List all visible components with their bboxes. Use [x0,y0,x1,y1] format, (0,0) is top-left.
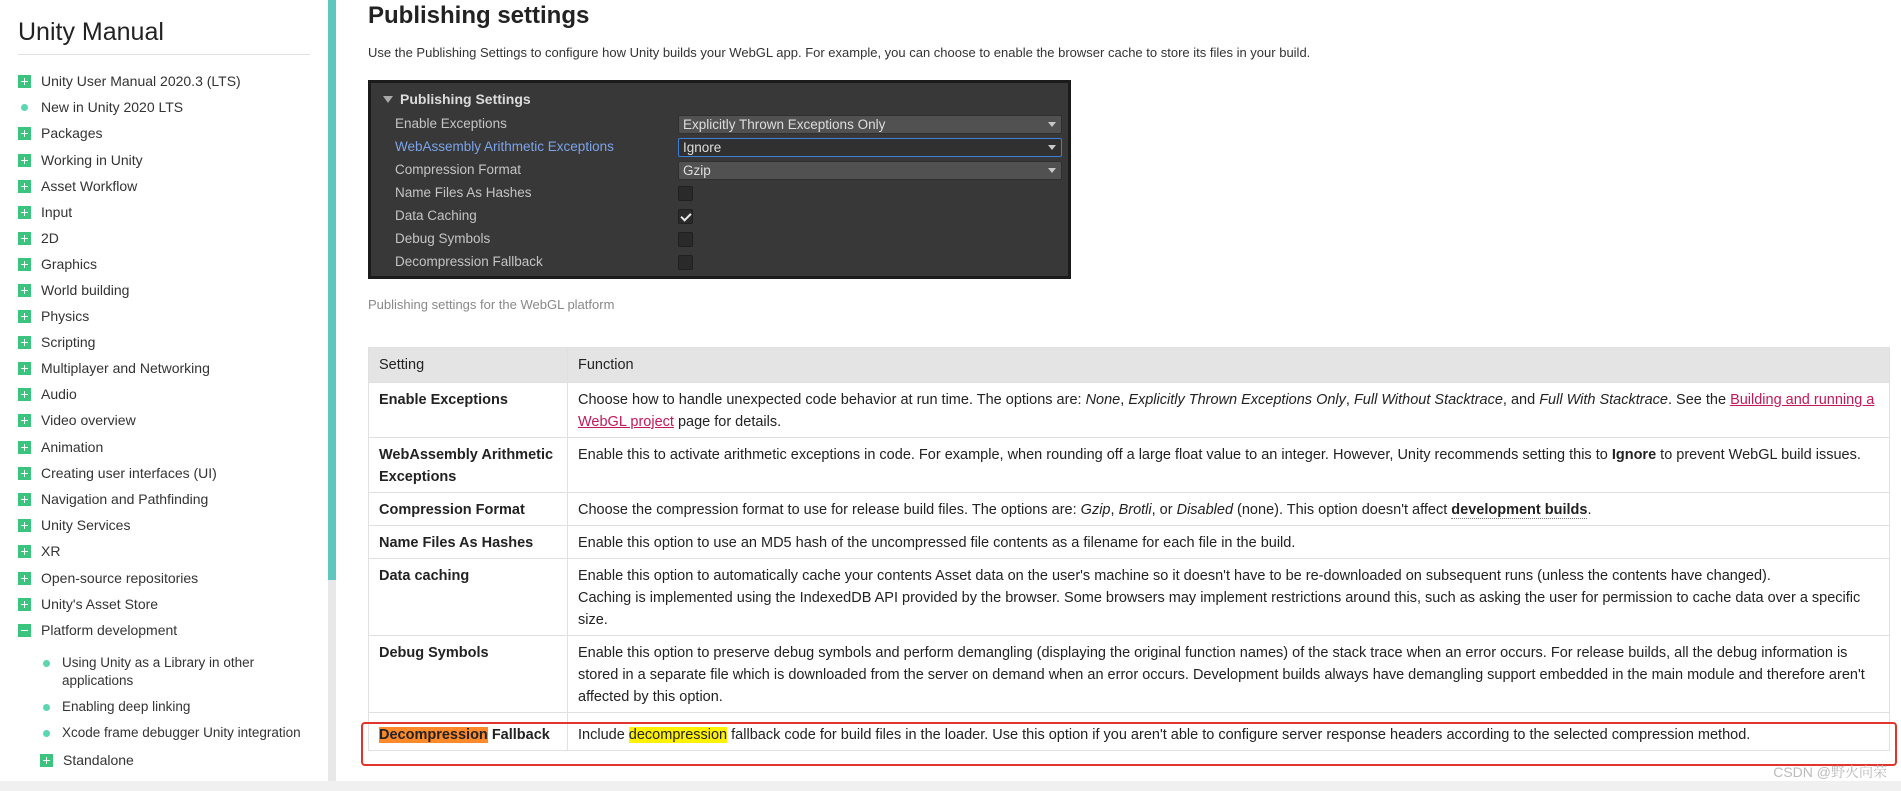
text: . See the [1667,392,1731,408]
plus-icon[interactable] [18,414,31,427]
settings-table [368,347,1890,751]
table-row [369,526,1890,559]
plus-icon[interactable] [18,127,31,140]
sidebar-item-new-in-unity[interactable] [18,97,183,117]
sidebar-item-label: Standalone [63,752,134,768]
page-title: Publishing settings [368,2,590,29]
setting-description: Enable this option to use an MD5 hash of the uncompressed file contents as a filename for each file in the build. [568,526,1890,559]
plus-icon[interactable] [18,258,31,271]
sidebar-item-graphics[interactable] [18,254,97,274]
sidebar-item-label: Multiplayer and Networking [41,360,210,376]
annotation-highlight-box [361,722,1897,766]
option-name: Explicitly Thrown Exceptions Only [1128,392,1346,408]
main-content [368,0,1901,791]
name-files-hashes-checkbox [678,186,693,201]
foldout-triangle-icon [383,96,393,103]
sidebar-item-scripting[interactable] [18,332,95,352]
text: Choose the compression format to use for release build files. The options are: [578,502,1081,518]
sidebar [0,0,328,791]
sidebar-item-label: Video overview [41,412,136,428]
text: Fallback [487,727,550,743]
plus-icon[interactable] [18,467,31,480]
sidebar-item-label: Unity User Manual 2020.3 (LTS) [41,73,241,89]
panel-header-label: Publishing Settings [400,91,531,107]
sidebar-item-standalone[interactable] [40,750,134,770]
plus-icon[interactable] [18,362,31,375]
text: fallback code for build files in the loader. Use this option if you aren't able to configure server response headers according to the selected compression method. [727,727,1751,743]
image-caption: Publishing settings for the WebGL platform [368,297,615,312]
sidebar-item-user-manual[interactable] [18,71,241,91]
horizontal-scrollbar[interactable] [0,781,1901,791]
setting-description [568,383,1890,438]
option-name: None [1085,392,1121,408]
sidebar-item-asset-store[interactable] [18,594,158,614]
sidebar-item-audio[interactable] [18,384,77,404]
sidebar-item-label: Input [41,204,73,220]
sidebar-item-input[interactable] [18,202,72,222]
text: (none). This option doesn't affect [1233,502,1452,518]
plus-icon[interactable] [18,154,31,167]
sidebar-subitem-deep-linking[interactable] [62,698,302,716]
text: page for details. [673,414,782,430]
sidebar-subitem-label: Xcode frame debugger Unity integration [62,725,301,740]
sidebar-item-label: 2D [41,230,59,246]
sidebar-item-label: Animation [41,439,104,455]
plus-icon[interactable] [18,598,31,611]
text: Enable this option to automatically cache your contents Asset data on the user's machine so it doesn't have to be re-downloaded on subsequent runs (unless the contents have changed). [578,568,1771,584]
sidebar-item-video-overview[interactable] [18,410,136,430]
search-highlight: decompression [628,727,728,743]
plus-icon[interactable] [18,493,31,506]
panel-label-decompression-fallback: Decompression Fallback [395,254,543,269]
setting-name: Name Files As Hashes [369,526,568,559]
plus-icon[interactable] [18,310,31,323]
sidebar-item-label: New in Unity 2020 LTS [41,99,184,115]
panel-label-data-caching: Data Caching [395,208,477,223]
table-row [369,493,1890,526]
chevron-down-icon [1048,145,1056,150]
sidebar-item-label: Unity Services [41,517,131,533]
sidebar-item-asset-workflow[interactable] [18,176,137,196]
glossary-term[interactable]: development builds [1451,502,1588,518]
sidebar-item-label: Open-source repositories [41,570,199,586]
plus-icon[interactable] [18,572,31,585]
setting-name: WebAssembly Arithmetic Exceptions [369,438,568,493]
setting-description [568,559,1890,636]
setting-name: Data caching [369,559,568,636]
sidebar-title: Unity Manual [18,18,164,46]
sidebar-item-2d[interactable] [18,228,59,248]
panel-label-enable-exceptions: Enable Exceptions [395,116,507,131]
plus-icon[interactable] [18,75,31,88]
text: Caching is implemented using the IndexedDB API provided by the browser. Some browsers may implement restrictions around this, such as asking the user for permission to cache data over a specific size. [578,590,1861,628]
chevron-down-icon [1048,122,1056,127]
watermark: CSDN @野火向荣 [1773,764,1887,780]
sidebar-item-working-in-unity[interactable] [18,150,143,170]
sidebar-item-label: XR [41,543,61,559]
sidebar-item-platform-development[interactable] [18,620,177,640]
sidebar-item-label: World building [41,282,130,298]
sidebar-subitem-library[interactable] [62,654,262,690]
setting-name: Debug Symbols [369,636,568,713]
plus-icon[interactable] [18,180,31,193]
sidebar-item-open-source[interactable] [18,568,198,588]
option-name: Disabled [1176,502,1234,518]
plus-icon[interactable] [18,519,31,532]
sidebar-item-multiplayer[interactable] [18,358,210,378]
setting-name: Compression Format [369,493,568,526]
setting-name: Enable Exceptions [369,383,568,438]
sidebar-item-label: Scripting [41,334,96,350]
plus-icon[interactable] [18,336,31,349]
dot-icon [43,730,50,737]
sidebar-item-physics[interactable] [18,306,89,326]
text: , [1110,502,1119,518]
text: , or [1151,502,1177,518]
minus-icon[interactable] [18,624,31,637]
wasm-arithmetic-dropdown [678,138,1062,157]
enable-exceptions-dropdown [678,115,1062,134]
sidebar-item-xr[interactable] [18,541,60,561]
sidebar-subitem-label: Using Unity as a Library in other applications [62,655,255,688]
dropdown-value: Ignore [683,140,722,155]
intro-paragraph: Use the Publishing Settings to configure how Unity builds your WebGL app. For example, you can choose to enable the browser cache to store its files in your build. [368,45,1311,60]
panel-header [383,91,531,107]
column-header-function: Function [568,348,1890,383]
option-name: Ignore [1611,447,1657,463]
text: , and [1502,392,1540,408]
search-highlight: Decompression [379,727,488,743]
plus-icon[interactable] [18,545,31,558]
plus-icon[interactable] [18,206,31,219]
dot-icon [43,704,50,711]
sidebar-item-label: Platform development [41,622,178,638]
text: to prevent WebGL build issues. [1656,447,1861,463]
option-name: Full Without Stacktrace [1353,392,1503,408]
plus-icon[interactable] [18,232,31,245]
text: , [1120,392,1129,408]
sidebar-item-unity-services[interactable] [18,515,130,535]
debug-symbols-checkbox [678,232,693,247]
setting-description [568,493,1890,526]
sidebar-item-label: Navigation and Pathfinding [41,491,209,507]
publishing-settings-screenshot [368,80,1071,279]
panel-label-wasm-arithmetic: WebAssembly Arithmetic Exceptions [395,139,614,154]
sidebar-item-navigation[interactable] [18,489,208,509]
text: Enable this to activate arithmetic exceptions in code. For example, when rounding off a large float value to an integer. However, Unity recommends setting this to [578,447,1612,463]
dropdown-value: Explicitly Thrown Exceptions Only [683,117,886,132]
table-row [369,383,1890,438]
sidebar-subitem-label: Enabling deep linking [62,699,191,714]
sidebar-item-packages[interactable] [18,123,102,143]
plus-icon[interactable] [18,388,31,401]
table-row [369,438,1890,493]
sidebar-item-label: Audio [41,386,77,402]
option-name: Brotli [1118,502,1152,518]
panel-label-debug-symbols: Debug Symbols [395,231,491,246]
sidebar-item-ui[interactable] [18,463,217,483]
chevron-down-icon [1048,168,1056,173]
divider [18,54,310,55]
data-caching-checkbox [678,209,693,224]
plus-icon[interactable] [40,754,53,767]
sidebar-item-label: Graphics [41,256,98,272]
option-name: Gzip [1080,502,1111,518]
plus-icon[interactable] [18,284,31,297]
option-name: Full With Stacktrace [1539,392,1668,408]
text: Choose how to handle unexpected code behavior at run time. The options are: [578,392,1086,408]
compression-format-dropdown [678,161,1062,180]
plus-icon[interactable] [18,441,31,454]
panel-label-compression-format: Compression Format [395,162,522,177]
sidebar-item-animation[interactable] [18,437,103,457]
dot-icon [43,660,50,667]
setting-description [568,438,1890,493]
scrollbar-thumb[interactable] [328,0,336,580]
decompression-fallback-checkbox [678,255,693,270]
table-row [369,559,1890,636]
sidebar-item-label: Packages [41,125,103,141]
sidebar-subitem-xcode-debugger[interactable] [62,724,322,742]
sidebar-item-label: Unity's Asset Store [41,596,159,612]
setting-description: Enable this option to preserve debug symbols and perform demangling (displaying the original function names) of the stack trace when an error occurs. For release builds, all the debug information is stored in a separate file which is downloaded from the server on demand when an error occurs. Development builds always have demangling support embedded in the main module and therefore aren't affected by this option. [568,636,1890,713]
dropdown-value: Gzip [683,163,711,178]
sidebar-item-label: Asset Workflow [41,178,138,194]
building-webgl-link[interactable]: Building and running a WebGL project [578,392,1875,430]
column-header-setting: Setting [369,348,568,383]
sidebar-item-label: Working in Unity [41,152,143,168]
table-header-row [369,348,1890,383]
sidebar-item-world-building[interactable] [18,280,129,300]
table-row [369,636,1890,713]
text: , [1345,392,1354,408]
sidebar-scrollbar[interactable] [328,0,336,791]
sidebar-item-label: Creating user interfaces (UI) [41,465,217,481]
sidebar-item-label: Physics [41,308,90,324]
text: Include [578,727,629,743]
text: . [1587,502,1592,518]
dot-icon [21,104,28,111]
panel-label-name-files-hashes: Name Files As Hashes [395,185,532,200]
